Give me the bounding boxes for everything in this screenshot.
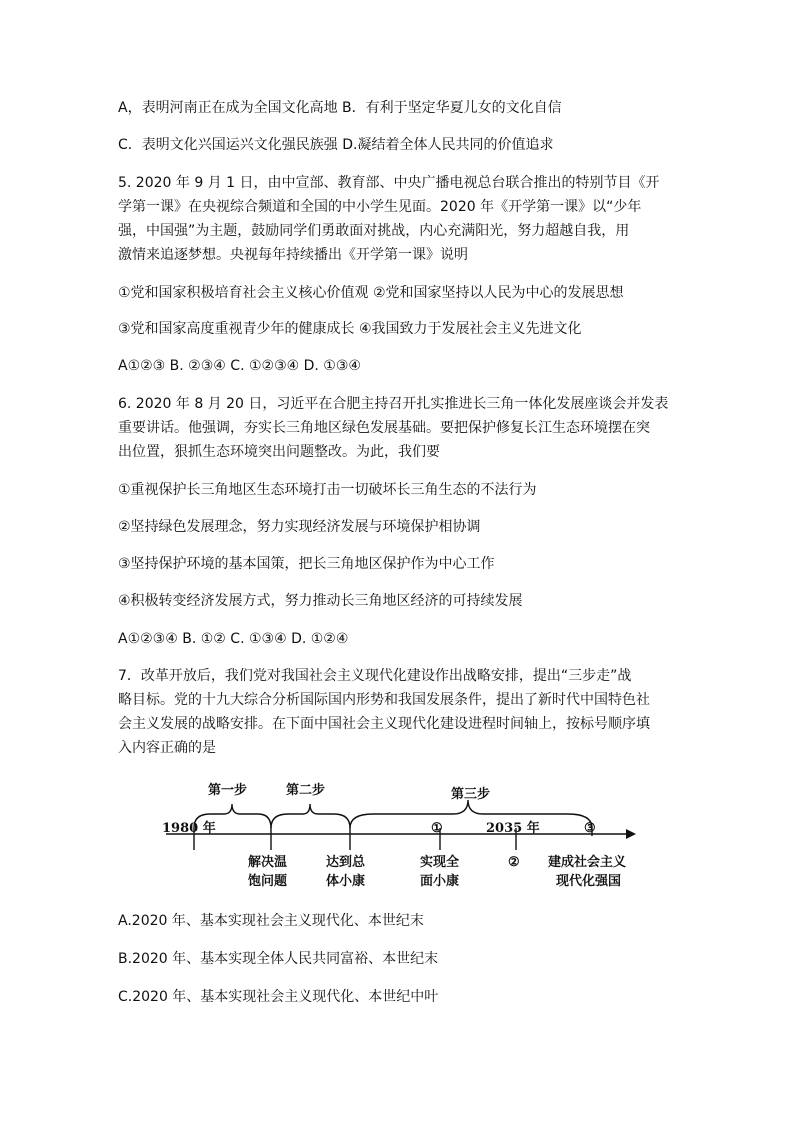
label-food-2: 饱问题 xyxy=(248,874,288,889)
question-5-statement-3-4: ③党和国家高度重视青少年的健康成长 ④我国致力于发展社会主义先进文化 xyxy=(118,321,582,337)
question-5-options: A①②③ B. ②③④ C. ①②③④ D. ①③④ xyxy=(118,358,361,374)
step3-label: 第三步 xyxy=(451,787,491,802)
question-6-statement-4: ④积极转变经济发展方式，努力推动长三角地区经济的可持续发展 xyxy=(118,593,523,609)
question-6-statement-1: ①重视保护长三角地区生态环境打击一切破坏长三角生态的不法行为 xyxy=(118,482,537,498)
question-5-line-1: 5. 2020 年 9 月 1 日，由中宣部、教育部、中央广播电视总台联合推出的特别节目《开 xyxy=(118,175,660,191)
brace-step2 xyxy=(271,804,350,828)
question-7-option-c: C.2020 年、基本实现社会主义现代化、本世纪中叶 xyxy=(118,989,439,1005)
question-5-line-2: 学第一课》在央视综合频道和全国的中小学生见面。2020 年《开学第一课》以“少年 xyxy=(118,199,642,215)
question-7-option-a: A.2020 年、基本实现社会主义现代化、本世纪末 xyxy=(118,913,424,929)
question-5-line-4: 激情来追逐梦想。央视每年持续播出《开学第一课》说明 xyxy=(118,247,468,263)
step1-label: 第一步 xyxy=(208,783,248,798)
question-7-line-2: 略目标。党的十九大综合分析国际国内形势和我国发展条件，提出了新时代中国特色社 xyxy=(118,692,650,708)
label-overall-1: 达到总 xyxy=(326,855,366,870)
question-6-line-2: 重要讲话。他强调，夯实长三角地区绿色发展基础。要把保护修复长江生态环境摆在突 xyxy=(118,420,650,436)
timeline-figure xyxy=(158,776,638,894)
label-overall-2: 体小康 xyxy=(326,874,366,889)
brace-step3 xyxy=(350,800,592,828)
question-7-line-4: 入内容正确的是 xyxy=(118,740,216,756)
timeline-svg xyxy=(158,776,638,894)
label-modern-2: 现代化强国 xyxy=(556,874,622,889)
start-year-label: 1980 年 xyxy=(162,821,216,836)
year-2035-label: 2035 年 xyxy=(486,821,540,836)
timeline-arrow xyxy=(626,829,636,839)
question-7-option-b: B.2020 年、基本实现全体人民共同富裕、本世纪末 xyxy=(118,951,439,967)
question-6-options: A①②③④ B. ①② C. ①③④ D. ①②④ xyxy=(118,631,349,647)
question-6-statement-3: ③坚持保护环境的基本国策，把长三角地区保护作为中心工作 xyxy=(118,556,495,572)
option-line-a-b: A，表明河南正在成为全国文化高地 B．有利于坚定华夏儿女的文化自信 xyxy=(118,100,562,116)
step2-label: 第二步 xyxy=(286,783,326,798)
mark1-symbol: ① xyxy=(431,821,443,836)
question-6-statement-2: ②坚持绿色发展理念，努力实现经济发展与环境保护相协调 xyxy=(118,519,481,535)
label-modern-1: 建成社会主义 xyxy=(548,855,627,870)
label-full-2: 面小康 xyxy=(420,874,460,889)
question-5-line-3: 强，中国强”为主题，鼓励同学们勇敢面对挑战，内心充满阳光，努力超越自我，用 xyxy=(118,223,630,239)
question-6-line-1: 6. 2020 年 8 月 20 日，习近平在合肥主持召开扎实推进长三角一体化发展座谈会并发表 xyxy=(118,396,669,412)
mark2-symbol: ② xyxy=(508,855,520,870)
label-food-1: 解决温 xyxy=(248,855,288,870)
question-7-line-3: 会主义发展的战略安排。在下面中国社会主义现代化建设进程时间轴上，按标号顺序填 xyxy=(118,716,650,732)
mark3-symbol: ③ xyxy=(584,821,596,836)
label-full-1: 实现全 xyxy=(420,855,460,870)
question-7-line-1: 7．改革开放后，我们党对我国社会主义现代化建设作出战略安排，提出“三步走”战 xyxy=(118,668,632,684)
option-line-c-d: C．表明文化兴国运兴文化强民族强 D.凝结着全体人民共同的价值追求 xyxy=(118,137,554,153)
question-6-line-3: 出位置，狠抓生态环境突出问题整改。为此，我们要 xyxy=(118,444,440,460)
question-5-statement-1-2: ①党和国家积极培育社会主义核心价值观 ②党和国家坚持以人民为中心的发展思想 xyxy=(118,285,624,301)
